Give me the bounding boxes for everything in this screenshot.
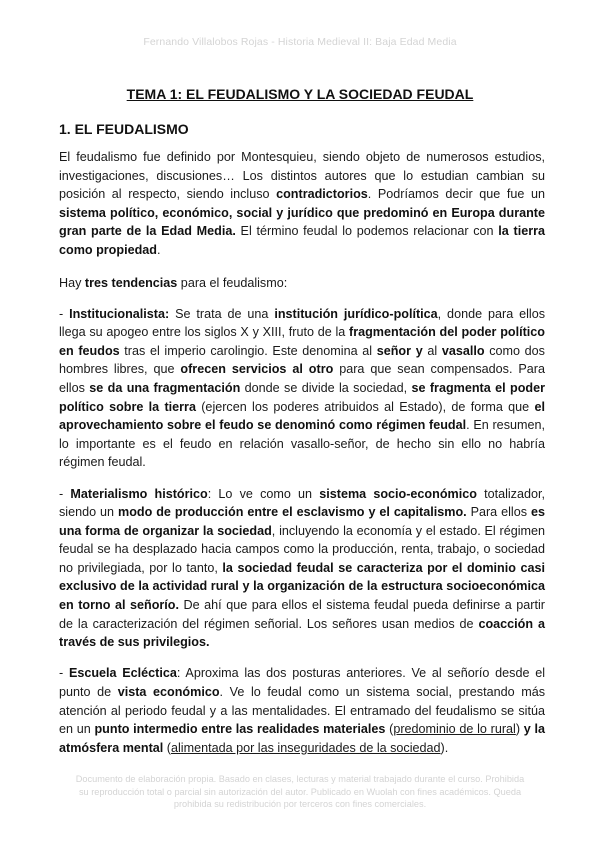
bold-phrase: se fragmenta el poder político sobre la tierra	[59, 381, 545, 414]
text-run: (	[385, 722, 394, 737]
text-run: Para ellos	[466, 505, 531, 520]
section-heading: 1. EL FEUDALISMO	[59, 121, 189, 137]
tendency-escuela-eclectica	[59, 664, 545, 757]
underlined-phrase: predominio de lo rural	[393, 722, 516, 737]
bold-phrase: punto intermedio entre las realidades materiales	[94, 722, 386, 737]
tendency-materialismo-historico	[59, 485, 545, 652]
bold-phrase: sistema socio-económico	[319, 486, 477, 501]
bold-phrase: y la atmósfera mental	[59, 722, 546, 755]
text-run: De ahí que para ellos el sistema feudal pueda definirse a partir de la caracterización del régimen señorial. Los señores usan medios de	[59, 598, 545, 631]
bold-phrase: coacción a través de sus privilegios.	[59, 616, 545, 650]
tendencies-intro-paragraph	[59, 274, 545, 293]
tendency-institucionalista	[59, 305, 545, 472]
bold-phrase: tres tendencias	[84, 275, 178, 290]
text-run: El término feudal lo podemos relacionar con	[235, 224, 499, 239]
bold-phrase: señor y	[376, 343, 423, 358]
running-header: Fernando Villalobos Rojas - Historia Medieval II: Baja Edad Media	[143, 36, 457, 48]
text-run: El feudalismo fue definido por Montesquieu, siendo objeto de numerosos estudios, investigaciones, discusiones… Los distintos autores que lo estudian cambian su posición al respecto, siendo incluso	[59, 150, 545, 202]
bold-phrase: es una forma de organizar la sociedad	[59, 505, 545, 538]
bold-phrase: el aprovechamiento sobre el feudo se denominó como régimen feudal	[59, 399, 545, 433]
text-run: (ejercen los poderes atribuidos al Estado), de forma que	[195, 399, 535, 414]
bold-phrase: contradictorios	[276, 187, 368, 202]
bold-phrase: se da una fragmentación	[89, 381, 241, 396]
text-run: al	[422, 343, 442, 358]
bold-phrase: vista económico	[117, 684, 220, 699]
intro-paragraph	[59, 148, 545, 260]
text-run: para el feudalismo:	[177, 275, 288, 290]
text-run: -	[59, 666, 69, 681]
bold-phrase: Institucionalista:	[69, 306, 170, 321]
text-run: tras el imperio carolingio. Este denomina al	[119, 343, 377, 358]
text-run: como dos hombres libres, que	[59, 343, 545, 377]
bold-phrase: sistema político, económico, social y jurídico que predominó en Europa durante gran parte de la Edad Media.	[59, 205, 545, 239]
text-run: (	[163, 740, 171, 755]
text-run: totalizador, siendo un	[59, 486, 545, 520]
bold-phrase: modo de producción entre el esclavismo y el capitalismo.	[118, 505, 467, 520]
text-run: para que sean compensados. Para ellos	[59, 362, 545, 396]
text-run: )	[515, 722, 524, 737]
text-run: , donde para ellos llega su apogeo entre los siglos X y XIII, fruto de la	[59, 306, 545, 340]
bold-phrase: Escuela Ecléctica	[68, 666, 177, 681]
bold-phrase: ofrecen servicios al otro	[180, 362, 334, 377]
footer-watermark: Documento de elaboración propia. Basado en clases, lecturas y material trabajado durante el curso. Prohibida su reproducción total o parcial sin autorización del autor. Publicado en Wuolah con fines académicos. Queda prohibida su redistribución por terceros con fines comerciales.	[75, 774, 525, 810]
text-run: . Ve lo feudal como un sistema social, prestando más atención al periodo feudal y a las mentalidades. El entramado del feudalismo se sitúa en un	[59, 684, 545, 737]
text-run: . Podríamos decir que fue un	[367, 187, 545, 202]
text-run: : Lo ve como un	[207, 486, 320, 501]
bold-phrase: Materialismo histórico	[70, 486, 208, 501]
text-run: : Aproxima las dos posturas anteriores. Ve al señorío desde el punto de	[59, 666, 546, 699]
document-title: TEMA 1: EL FEUDALISMO Y LA SOCIEDAD FEUDAL	[126, 86, 474, 102]
underlined-phrase: alimentada por las inseguridades de la sociedad	[171, 740, 441, 755]
text-run: .	[156, 242, 161, 257]
text-run: -	[59, 486, 71, 501]
text-run: , incluyendo la economía y el estado. El régimen feudal se ha desplazado hacia campos como la producción, renta, trabajo, o sociedad no privilegiada, por lo tanto,	[59, 523, 546, 575]
text-run: Se trata de una	[169, 306, 275, 321]
bold-phrase: la tierra como propiedad	[59, 224, 546, 257]
bold-phrase: institución jurídico-política	[274, 306, 438, 321]
bold-phrase: vasallo	[441, 343, 485, 358]
text-run: . En resumen, lo importante es el feudo en relación vasallo-señor, de hecho sin ello no habría régimen feudal.	[59, 418, 545, 470]
text-run: Hay	[59, 275, 85, 290]
text-run: -	[59, 306, 70, 321]
text-run: ).	[440, 740, 449, 755]
bold-phrase: la sociedad feudal se caracteriza por el dominio casi exclusivo de la actividad rural y la organización de la estructura socioeconómica en torno al señorío.	[59, 560, 545, 613]
bold-phrase: fragmentación del poder político en feudos	[59, 325, 545, 358]
document-body	[59, 148, 545, 770]
text-run: donde se divide la sociedad,	[240, 381, 412, 396]
